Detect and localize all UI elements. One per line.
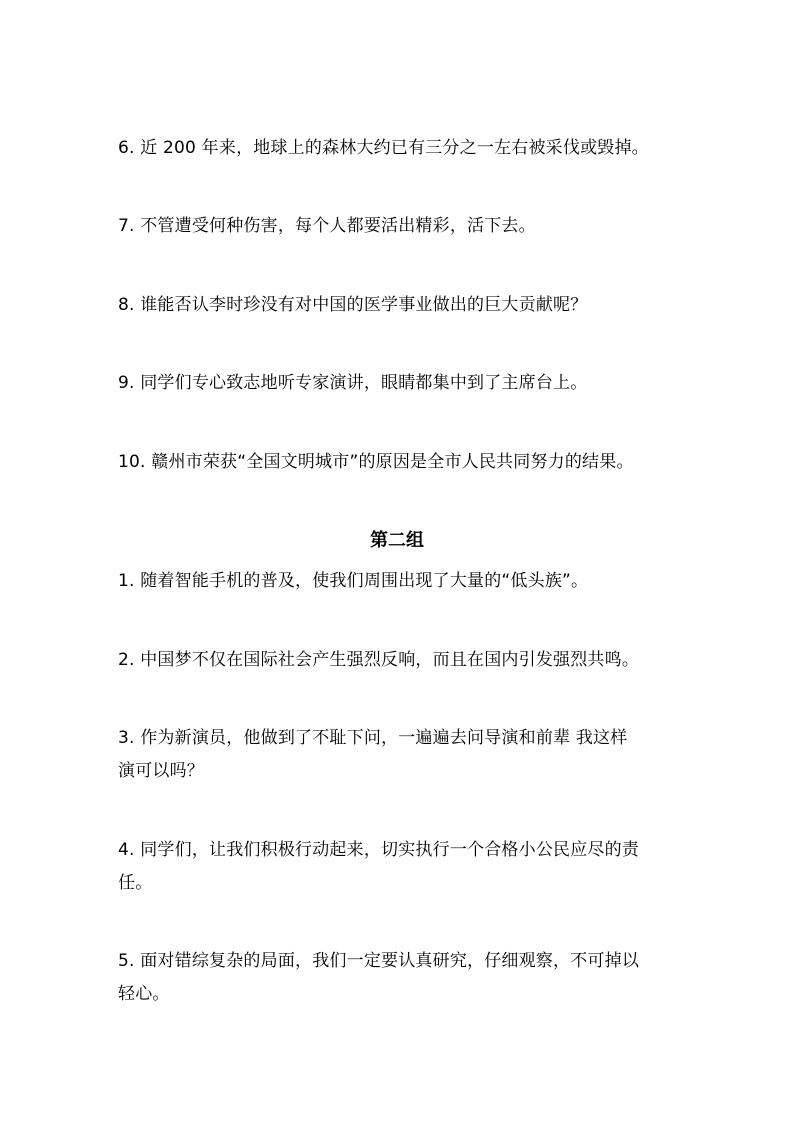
sentence-9: 9. 同学们专心致志地听专家演讲，眼睛都集中到了主席台上。 bbox=[118, 373, 588, 393]
group2-sentence-2: 2. 中国梦不仅在国际社会产生强烈反响，而且在国内引发强烈共鸣。 bbox=[118, 650, 640, 670]
group2-sentence-3-cont: 演可以吗？ bbox=[118, 761, 204, 781]
group2-sentence-5: 5. 面对错综复杂的局面，我们一定要认真研究，仔细观察，不可掉以 bbox=[118, 951, 640, 971]
group2-sentence-5-cont: 轻心。 bbox=[118, 984, 170, 1004]
sentence-6: 6. 近 200 年来，地球上的森林大约已有三分之一左右被采伐或毁掉。 bbox=[118, 138, 649, 158]
group2-sentence-4: 4. 同学们，让我们积极行动起来，切实执行一个合格小公民应尽的责 bbox=[118, 840, 640, 860]
group2-sentence-3: 3. 作为新演员，他做到了不耻下问，一遍遍去问导演和前辈 我这样 bbox=[118, 728, 628, 748]
group2-sentence-1: 1. 随着智能手机的普及，使我们周围出现了大量的“低头族”。 bbox=[118, 571, 589, 591]
group-heading: 第二组 bbox=[370, 530, 424, 551]
group2-sentence-4-cont: 任。 bbox=[118, 873, 153, 893]
sentence-8: 8. 谁能否认李时珍没有对中国的医学事业做出的巨大贡献呢？ bbox=[118, 295, 588, 315]
sentence-10: 10. 赣州市荣获“全国文明城市”的原因是全市人民共同努力的结果。 bbox=[118, 452, 634, 472]
sentence-7: 7. 不管遭受何种伤害，每个人都要活出精彩，活下去。 bbox=[118, 216, 536, 236]
